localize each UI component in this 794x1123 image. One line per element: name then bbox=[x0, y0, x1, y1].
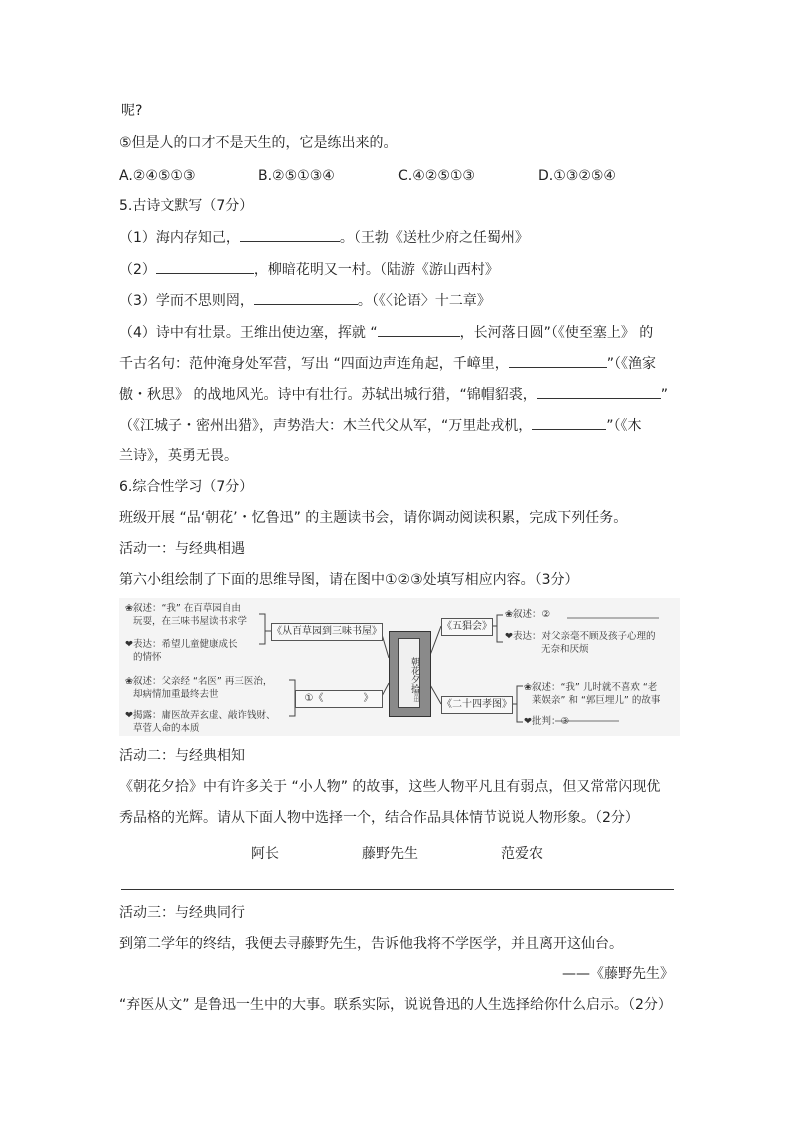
mind-map bbox=[119, 598, 680, 736]
q5-2-suffix: ，柳暗花明又一村。（陆游《游山西村》 bbox=[253, 262, 499, 278]
option-d: D.①③②⑤④ bbox=[538, 168, 616, 184]
q5-3-prefix: （3）学而不思则罔， bbox=[119, 293, 254, 309]
text-line: ⑤但是人的口才不是天生的，它是练出来的。 bbox=[119, 135, 398, 151]
q5-item-4-line3 bbox=[119, 384, 668, 405]
activity-1-title: 活动一：与经典相遇 bbox=[119, 541, 245, 557]
question-6-title: 6.综合性学习（7分） bbox=[119, 479, 254, 495]
node-24xiaotu: 《二十四孝图》 bbox=[441, 696, 513, 714]
n3-line3: ❤揭露：庸医故弄玄虚、敲诈钱财、 bbox=[125, 710, 276, 721]
q5-4-text: ”（《渔家 bbox=[606, 356, 656, 372]
answer-blank[interactable] bbox=[378, 322, 460, 337]
node-baicaoyuan: 《从百草园到三味书屋》 bbox=[271, 623, 383, 641]
n2-line3: 无奈和厌烦 bbox=[541, 644, 589, 655]
character-option: 藤野先生 bbox=[362, 846, 418, 862]
n2-line1: ❀叙述：② bbox=[505, 609, 550, 620]
q5-4-text: ” bbox=[660, 387, 668, 403]
n1-line2: 玩耍，在三味书屋读书求学 bbox=[133, 616, 248, 627]
n4-line1: ❀叙述：“我” 儿时就不喜欢 “老 bbox=[524, 682, 658, 693]
q5-item-3 bbox=[119, 290, 491, 311]
answer-blank[interactable] bbox=[156, 259, 254, 274]
activity-3-question: “弃医从文” 是鲁迅一生中的大事。联系实际，说说鲁迅的人生选择给你什么启示。（2分） bbox=[119, 997, 672, 1013]
activity-1-desc: 第六小组绘制了下面的思维导图，请在图中①②③处填写相应内容。（3分） bbox=[119, 572, 579, 588]
option-a: A.②④⑤①③ bbox=[119, 168, 196, 184]
q5-item-4-line4 bbox=[119, 415, 642, 436]
n4-line2: 莱娱亲” 和 “郭巨埋儿” 的故事 bbox=[532, 695, 661, 706]
q5-3-suffix: 。（《〈论语〉十二章》 bbox=[357, 293, 491, 309]
activity-3-title: 活动三：与经典同行 bbox=[119, 905, 245, 921]
q5-2-prefix: （2） bbox=[119, 262, 156, 278]
q5-1-prefix: （1）海内存知己， bbox=[119, 230, 240, 246]
n3-line4: 草菅人命的本质 bbox=[133, 723, 200, 734]
q5-4-text: ”（《木 bbox=[606, 418, 642, 434]
node-blank-1[interactable]: ①《 》 bbox=[295, 690, 383, 708]
q5-item-2 bbox=[119, 259, 499, 280]
q5-item-4-line2 bbox=[119, 353, 656, 374]
q5-4-prefix: （4）诗中有壮景。王维出使边塞，挥就 “ bbox=[119, 325, 378, 341]
character-option: 范爱农 bbox=[501, 846, 543, 862]
answer-blank[interactable] bbox=[240, 227, 340, 242]
n1-line1: ❀叙述：“我” 在百草园自由 bbox=[125, 603, 241, 614]
question-5-title: 5.古诗文默写（7分） bbox=[119, 198, 254, 214]
text-line: 呢? bbox=[121, 103, 143, 119]
activity-2-desc-2: 秀品格的光辉。请从下面人物中选择一个，结合作品具体情节说说人物形象。（2分） bbox=[119, 810, 639, 826]
n3-line1: ❀叙述：父亲经 “名医” 再三医治， bbox=[125, 676, 273, 687]
answer-line[interactable] bbox=[121, 889, 674, 890]
option-c: C.④②⑤①③ bbox=[398, 168, 475, 184]
activity-3-source: ——《藤野先生》 bbox=[562, 966, 674, 982]
activity-2-title: 活动二：与经典相知 bbox=[119, 748, 245, 764]
q5-4-text: 千古名句：范仲淹身处军营，写出 “四面边声连角起，千嶂里， bbox=[119, 356, 509, 372]
center-book-icon bbox=[389, 631, 431, 717]
node-wuchanghui: 《五猖会》 bbox=[441, 618, 493, 636]
q5-item-1 bbox=[119, 227, 529, 248]
option-b: B.②⑤①③④ bbox=[258, 168, 335, 184]
center-author: 鲁迅 bbox=[412, 690, 419, 702]
n2-line2: ❤表达：对父亲毫不顾及孩子心理的 bbox=[505, 631, 656, 642]
question-6-intro: 班级开展 “品‘朝花’・忆鲁迅” 的主题读书会，请你调动阅读积累，完成下列任务。 bbox=[119, 510, 628, 526]
q5-item-4-line5: 兰诗》，英勇无畏。 bbox=[119, 448, 238, 464]
n4-line3: ❤批判：③ bbox=[524, 716, 569, 727]
q5-1-suffix: 。（王勃《送杜少府之任蜀州》 bbox=[339, 230, 529, 246]
answer-blank[interactable] bbox=[532, 415, 606, 430]
q5-4-text: （《江城子・密州出猎》，声势浩大：木兰代父从军，“万里赴戎机， bbox=[119, 418, 533, 434]
n1-line3: ❤表达：希望儿童健康成长 bbox=[125, 639, 238, 650]
activity-2-desc-1: 《朝花夕拾》中有许多关于 “小人物” 的故事，这些人物平凡且有弱点，但又常常闪现优 bbox=[119, 779, 661, 795]
q5-4-suffix: ，长河落日圆”（《使至塞上》 的 bbox=[459, 325, 654, 341]
n1-line4: 的情怀 bbox=[133, 652, 162, 663]
center-title: 朝花夕拾 bbox=[398, 638, 420, 708]
answer-blank[interactable] bbox=[509, 353, 607, 368]
character-option: 阿长 bbox=[251, 846, 279, 862]
q5-item-4-line1 bbox=[119, 322, 653, 343]
answer-blank[interactable] bbox=[537, 384, 661, 399]
n3-line2: 却病情加重最终去世 bbox=[133, 689, 219, 700]
answer-blank[interactable] bbox=[254, 290, 358, 305]
q5-4-text: 傲・秋思》 的战地风光。诗中有壮行。苏轼出城行猎，“锦帽貂裘， bbox=[119, 387, 537, 403]
activity-3-quote: 到第二学年的终结，我便去寻藤野先生，告诉他我将不学医学，并且离开这仙台。 bbox=[119, 936, 623, 952]
